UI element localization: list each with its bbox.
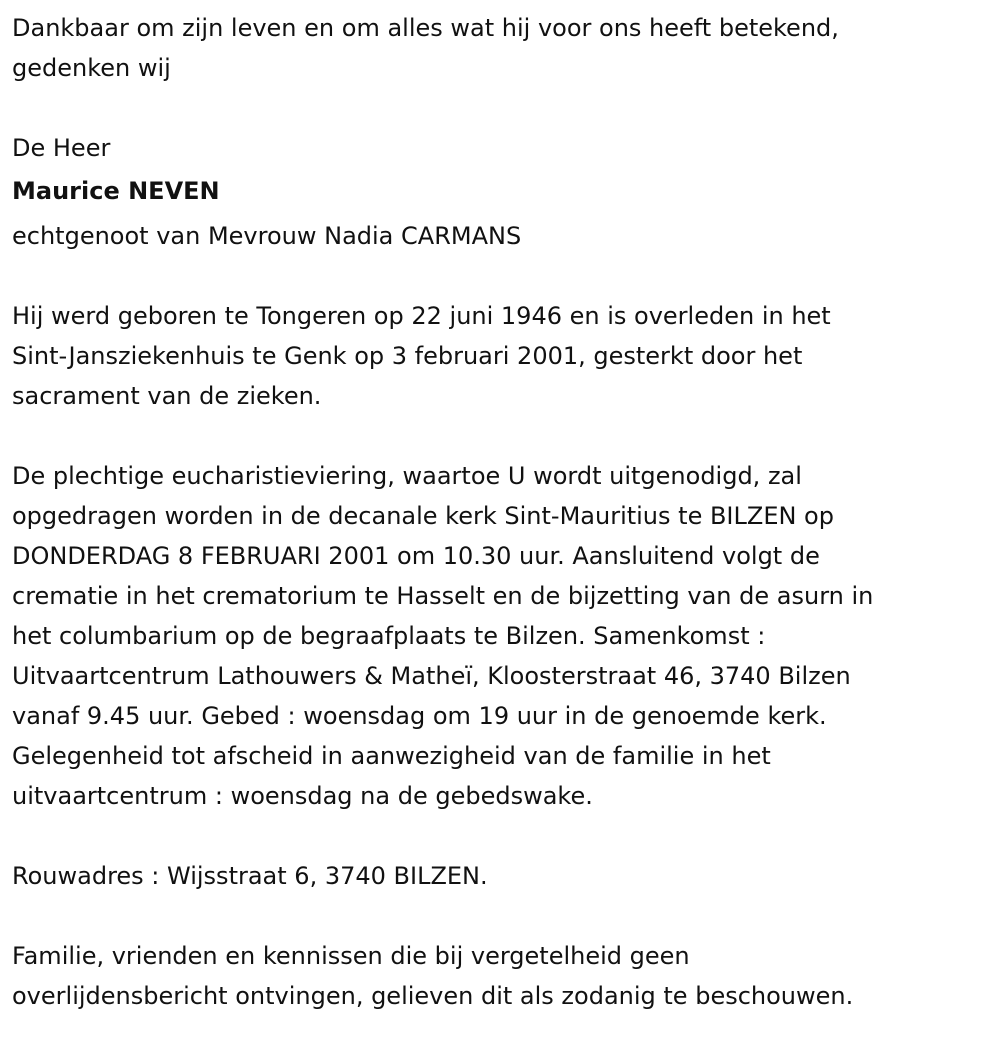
closing-paragraph (12, 936, 990, 1016)
intro-line: gedenken wij (12, 54, 171, 82)
ceremony-paragraph (12, 456, 990, 816)
obituary-notice (12, 8, 990, 1016)
paragraph-line: DONDERDAG 8 FEBRUARI 2001 om 10.30 uur. Aansluitend volgt de (12, 542, 820, 570)
paragraph-line: Gelegenheid tot afscheid in aanwezigheid van de familie in het (12, 742, 771, 770)
intro-paragraph (12, 8, 990, 88)
paragraph-line: Familie, vrienden en kennissen die bij vergetelheid geen (12, 942, 690, 970)
paragraph-line: vanaf 9.45 uur. Gebed : woensdag om 19 uur in de genoemde kerk. (12, 702, 827, 730)
paragraph-line: crematie in het crematorium te Hasselt en de bijzetting van de asurn in (12, 582, 874, 610)
paragraph-line: Sint-Jansziekenhuis te Genk op 3 februari 2001, gesterkt door het (12, 342, 803, 370)
paragraph-line: De plechtige eucharistieviering, waartoe U wordt uitgenodigd, zal (12, 462, 802, 490)
deceased-name: Maurice NEVEN (12, 177, 220, 205)
paragraph-line: sacrament van de zieken. (12, 382, 322, 410)
honorific: De Heer (12, 134, 111, 162)
paragraph-line: uitvaartcentrum : woensdag na de gebedswake. (12, 782, 593, 810)
mourning-address: Rouwadres : Wijsstraat 6, 3740 BILZEN. (12, 862, 488, 890)
paragraph-line: opgedragen worden in de decanale kerk Sint-Mauritius te BILZEN op (12, 502, 834, 530)
birth-death-paragraph (12, 296, 990, 416)
paragraph-line: het columbarium op de begraafplaats te Bilzen. Samenkomst : (12, 622, 766, 650)
intro-line: Dankbaar om zijn leven en om alles wat hij voor ons heeft betekend, (12, 14, 839, 42)
paragraph-line: Uitvaartcentrum Lathouwers & Matheï, Kloosterstraat 46, 3740 Bilzen (12, 662, 851, 690)
spouse-line: echtgenoot van Mevrouw Nadia CARMANS (12, 222, 522, 250)
paragraph-line: overlijdensbericht ontvingen, gelieven dit als zodanig te beschouwen. (12, 982, 854, 1010)
paragraph-line: Hij werd geboren te Tongeren op 22 juni 1946 en is overleden in het (12, 302, 831, 330)
